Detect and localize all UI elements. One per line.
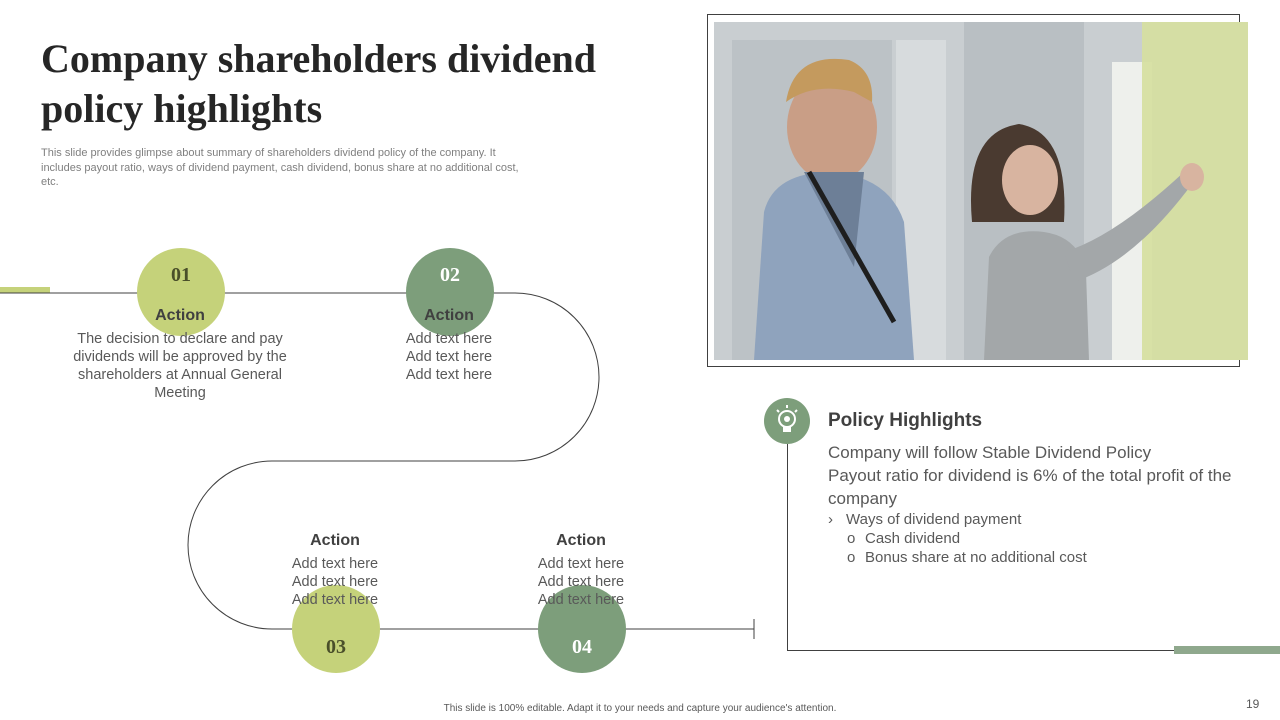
policy-divider-horizontal — [787, 650, 1175, 651]
policy-heading: Policy Highlights — [828, 410, 983, 431]
step-text-line: Add text here — [537, 574, 625, 590]
lightbulb-gear-icon — [764, 398, 810, 444]
step-number-02: 02 — [440, 264, 460, 286]
step-block-01 — [70, 307, 290, 402]
page-number: 19 — [1246, 697, 1260, 711]
sub-bullet-item — [828, 529, 1248, 548]
policy-line: Payout ratio for dividend is 6% of the total profit of the company — [828, 466, 1232, 508]
page-subtitle: This slide provides glimpse about summary of shareholders dividend policy of the company. It includes payout ratio, ways of dividend payment, cash dividend, bonus share at no additional cost, etc. — [41, 147, 519, 188]
office-photo — [714, 22, 1248, 360]
step-number-04: 04 — [572, 636, 592, 658]
policy-accent-bar — [1174, 646, 1280, 654]
step-block-04 — [501, 532, 661, 609]
step-text-line: Add text here — [405, 349, 493, 365]
policy-divider-vertical — [787, 444, 788, 651]
photo-illustration — [714, 22, 1248, 360]
bullet-item — [828, 510, 1248, 529]
policy-text — [828, 441, 1248, 510]
step-block-03 — [255, 532, 415, 609]
step-title: Action — [155, 307, 205, 324]
step-text-line: Add text here — [291, 556, 379, 572]
step-text-line: Add text here — [405, 367, 493, 383]
page-title: Company shareholders dividend policy highlights — [41, 36, 596, 131]
step-title: Action — [556, 532, 606, 549]
sub-bullet-text: Bonus share at no additional cost — [865, 549, 1087, 566]
circle-bullet-icon: o — [847, 530, 856, 547]
bullet-text: Ways of dividend payment — [846, 511, 1022, 528]
step-text-line: Add text here — [405, 331, 493, 347]
step-text-line: Add text here — [537, 556, 625, 572]
policy-line: Company will follow Stable Dividend Policy — [828, 443, 1152, 462]
sub-bullet-item — [828, 548, 1248, 567]
step-text-line: Add text here — [291, 592, 379, 608]
footer-note: This slide is 100% editable. Adapt it to your needs and capture your audience's attention. — [443, 703, 837, 714]
chevron-right-icon: › — [828, 511, 833, 528]
step-number-03: 03 — [326, 636, 346, 658]
policy-bullet-list — [828, 510, 1248, 567]
step-text-line: Add text here — [291, 574, 379, 590]
step-text: The decision to declare and pay dividends will be approved by the shareholders at Annual General Meeting — [73, 331, 287, 401]
step-title: Action — [310, 532, 360, 549]
step-text-line: Add text here — [537, 592, 625, 608]
sub-bullet-text: Cash dividend — [865, 530, 961, 547]
step-number-01: 01 — [171, 264, 191, 286]
step-block-02 — [369, 307, 529, 384]
step-title: Action — [424, 307, 474, 324]
circle-bullet-icon: o — [847, 549, 856, 566]
